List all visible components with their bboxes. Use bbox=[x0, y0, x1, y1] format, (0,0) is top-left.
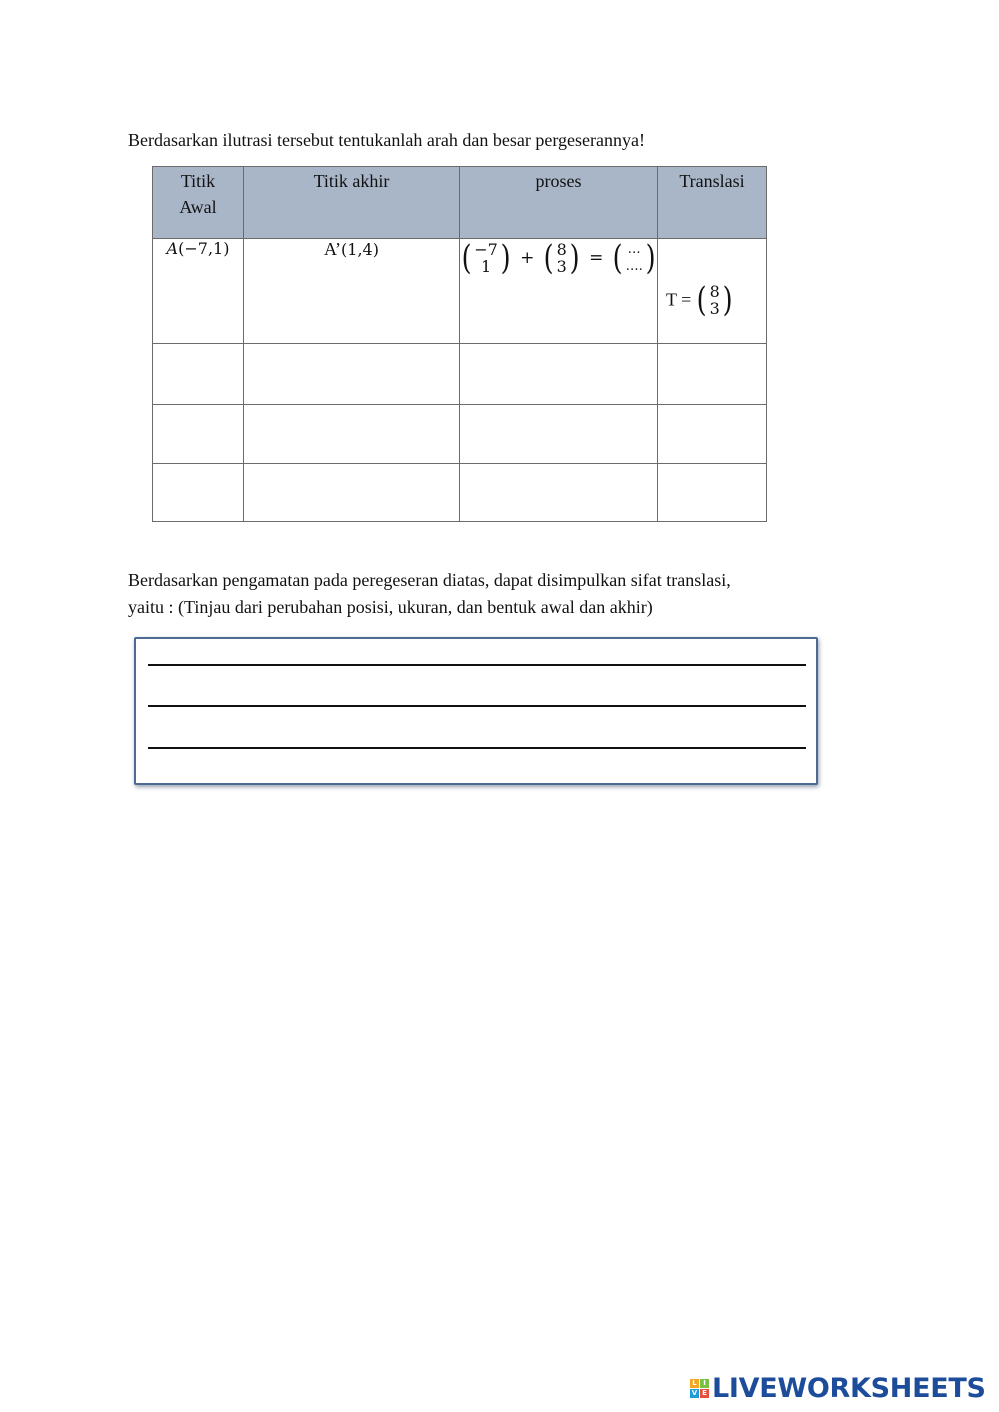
instruction-text: Berdasarkan ilutrasi tersebut tentukanlah arah dan besar pergeserannya! bbox=[128, 130, 645, 150]
liveworksheets-logo-icon bbox=[690, 1379, 709, 1398]
vector-initial-bottom: 1 bbox=[480, 257, 492, 276]
header-titik-awal-line2: Awal bbox=[179, 197, 217, 217]
cell-empty[interactable] bbox=[460, 405, 658, 464]
cell-empty[interactable] bbox=[153, 405, 244, 464]
header-proses: proses bbox=[460, 167, 658, 239]
header-titik-akhir: Titik akhir bbox=[244, 167, 460, 239]
cell-empty[interactable] bbox=[244, 344, 460, 405]
cell-empty[interactable] bbox=[153, 464, 244, 522]
header-titik-awal-line1: Titik bbox=[180, 171, 216, 191]
vector-translation-top: 8 bbox=[556, 240, 567, 259]
logo-mark-i: I bbox=[700, 1379, 709, 1388]
liveworksheets-logo-text: LIVEWORKSHEETS bbox=[712, 1372, 986, 1404]
cell-empty[interactable] bbox=[153, 344, 244, 405]
equals-sign: = bbox=[589, 248, 604, 268]
answer-line[interactable] bbox=[148, 705, 806, 707]
vector-result-top: … bbox=[627, 242, 641, 257]
translation-table bbox=[152, 166, 767, 522]
vector-result-bottom: …. bbox=[625, 259, 643, 274]
table-row bbox=[153, 239, 767, 344]
header-translasi: Translasi bbox=[658, 167, 767, 239]
vector-initial-top: −7 bbox=[474, 240, 498, 259]
vector-translasi: ( 8 3 ) bbox=[696, 280, 733, 320]
logo-mark-l: L bbox=[690, 1379, 699, 1388]
vector-translation-bottom: 3 bbox=[556, 257, 567, 276]
vector-initial: ( −7 1 ) bbox=[461, 238, 511, 278]
cell-empty[interactable] bbox=[244, 405, 460, 464]
conclusion-prompt bbox=[128, 567, 848, 621]
titik-akhir-coords: (1,4) bbox=[341, 240, 379, 259]
table-header-row bbox=[153, 167, 767, 239]
titik-awal-value bbox=[167, 239, 230, 258]
answer-box[interactable] bbox=[134, 637, 818, 785]
table-row bbox=[153, 464, 767, 522]
vector-translasi-bottom: 3 bbox=[709, 299, 720, 318]
cell-empty[interactable] bbox=[658, 405, 767, 464]
titik-akhir-value bbox=[324, 240, 379, 259]
answer-line[interactable] bbox=[148, 747, 806, 749]
table-row bbox=[153, 344, 767, 405]
cell-translasi bbox=[658, 239, 767, 344]
answer-line[interactable] bbox=[148, 664, 806, 666]
translasi-label: T = bbox=[666, 289, 692, 310]
cell-empty[interactable] bbox=[658, 464, 767, 522]
titik-akhir-prefix: A’ bbox=[324, 239, 342, 259]
cell-empty[interactable] bbox=[460, 464, 658, 522]
vector-result: ( … …. ) bbox=[613, 238, 656, 278]
plus-sign: + bbox=[520, 248, 535, 268]
titik-awal-letter: A bbox=[166, 239, 179, 258]
header-titik-awal bbox=[153, 167, 244, 239]
cell-empty[interactable] bbox=[244, 464, 460, 522]
titik-awal-coords: (−7,1) bbox=[178, 239, 230, 258]
vector-translation: ( 8 3 ) bbox=[544, 238, 580, 278]
cell-empty[interactable] bbox=[460, 344, 658, 405]
table-row bbox=[153, 405, 767, 464]
vector-translasi-top: 8 bbox=[709, 282, 720, 301]
conclusion-line1: Berdasarkan pengamatan pada peregeseran diatas, dapat disimpulkan sifat translasi, bbox=[128, 570, 731, 590]
conclusion-line2: yaitu : (Tinjau dari perubahan posisi, ukuran, dan bentuk awal dan akhir) bbox=[128, 597, 653, 617]
cell-titik-awal bbox=[153, 239, 244, 344]
cell-titik-akhir bbox=[244, 239, 460, 344]
cell-proses bbox=[460, 239, 658, 344]
logo-mark-e: E bbox=[700, 1389, 709, 1398]
logo-mark-v: V bbox=[691, 1389, 698, 1397]
cell-empty[interactable] bbox=[658, 344, 767, 405]
liveworksheets-logo bbox=[690, 1370, 986, 1406]
